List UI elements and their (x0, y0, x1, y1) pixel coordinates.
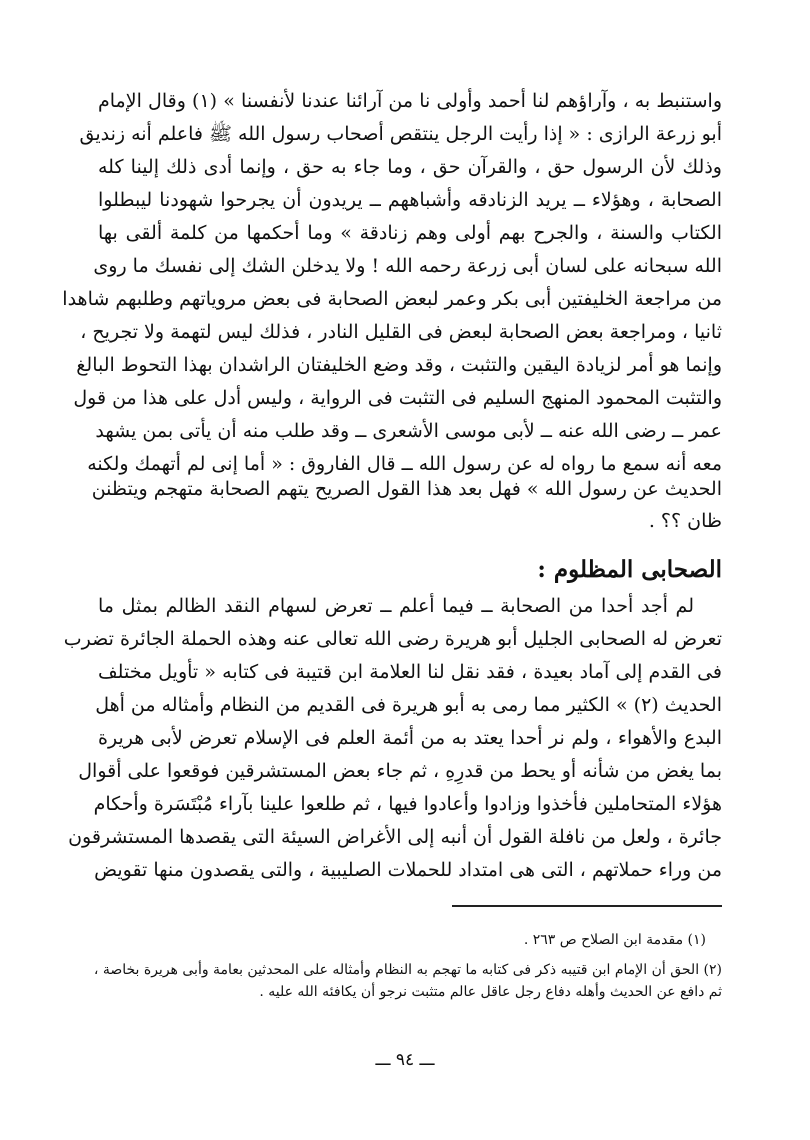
text-line: الحديث (٢) » الكثير مما رمى به أبو هريرة فى القديم من النظام وأمثاله من أهل (95, 694, 722, 716)
text-line: وإنما هو أمر لزيادة اليقين والتثبت ، وقد وضع الخليفتان الراشدان بهذا التحوط البالغ (76, 354, 722, 376)
text-line: واستنبط به ، وآراؤهم لنا أحمد وأولى نا من آرائنا عندنا لأنفسنا » (١) وقال الإمام (98, 90, 722, 112)
text-line: هؤلاء المتحاملين فأخذوا وزادوا وأعادوا فيها ، ثم طلعوا علينا بآراء مُبْتَسَرة وأحكام (93, 793, 722, 815)
text-line: أبو زرعة الرازى : « إذا رأيت الرجل ينتقص أصحاب رسول الله ﷺ فاعلم أنه زنديق (79, 123, 722, 145)
text-line: الكتاب والسنة ، والجرح بهم أولى وهم زنادقة » وما أحكمها من كلمة ألقى بها (98, 222, 722, 244)
text-line: وذلك لأن الرسول حق ، والقرآن حق ، وما جاء به حق ، وإنما أدى ذلك إلينا كله (98, 156, 722, 178)
text-line: الحديث عن رسول الله » فهل بعد هذا القول الصريح يتهم الصحابة متهجم ويتظنن (91, 478, 722, 500)
text-line: لم أجد أحدا من الصحابة ــ فيما أعلم ــ تعرض لسهام النقد الظالم بمثل ما (98, 595, 694, 617)
footnote-continuation: ثم دافع عن الحديث وأهله دفاع رجل عاقل عالم متثبت نرجو أن يكافئه الله عليه . (259, 984, 722, 1000)
text-line: ثانيا ، ومراجعة بعض الصحابة لبعض فى القليل النادر ، فذلك ليس لتهمة ولا تجريح ، (80, 321, 722, 343)
text-line: والتثبت المحمود المنهج السليم فى التثبت فى الرواية ، وليس أدل على هذا من قول (73, 387, 722, 409)
text-line: عمر ــ رضى الله عنه ــ لأبى موسى الأشعرى ــ وقد طلب منه أن يأتى بمن يشهد (95, 420, 722, 442)
text-line: تعرض له الصحابى الجليل أبو هريرة رضى الله تعالى عنه وهذه الحملة الجائرة تضرب (63, 628, 722, 650)
text-line: من مراجعة الخليفتين أبى بكر وعمر لبعض الصحابة فى بعض مروياتهم وطلبهم شاهدا (62, 288, 722, 310)
text-line: الله سبحانه على لسان أبى زرعة رحمه الله ! ولا يدخلن الشك إلى نفسك ما روى (93, 255, 722, 277)
footnote-divider (452, 905, 722, 907)
text-line: البدع والأهواء ، ولم نر أحدا يعتد به من أئمة العلم فى الإسلام تعرض لأبى هريرة (98, 727, 722, 749)
footnote: (٢) الحق أن الإمام ابن قتيبه ذكر فى كتابه ما تهجم به النظام وأمثاله على المحدثين بعامة وأبى هريرة بخاصة ، (93, 962, 722, 978)
text-line: فى القدم إلى آماد بعيدة ، فقد نقل لنا العلامة ابن قتيبة فى كتابه « تأويل مختلف (98, 661, 722, 683)
text-line: معه أنه سمع ما رواه له عن رسول الله ــ قال الفاروق : « أما إنى لم أتهمك ولكنه (87, 453, 722, 475)
text-line: بما يغض من شأنه أو يحط من قدرِهِ ، ثم جاء بعض المستشرقين فوقعوا على أقوال (78, 760, 722, 782)
text-line: من وراء حملاتهم ، التى هى امتداد للحملات الصليبية ، والتى يقصدون منها تقويض (94, 859, 722, 881)
section-heading: الصحابى المظلوم : (537, 556, 722, 583)
text-line: ظان ؟؟ . (648, 510, 722, 532)
text-line: جائرة ، ولعل من نافلة القول أن أنبه إلى الأغراض السيئة التى يقصدها المستشرقون (68, 826, 722, 848)
page-number: ـــ ٩٤ ـــ (375, 1050, 435, 1070)
text-line: الصحابة ، وهؤلاء ــ يريد الزنادقه وأشباههم ــ يريدون أن يجرحوا شهودنا ليبطلوا (98, 189, 722, 211)
footnote: (١) مقدمة ابن الصلاح ص ٢٦٣ . (523, 932, 706, 948)
